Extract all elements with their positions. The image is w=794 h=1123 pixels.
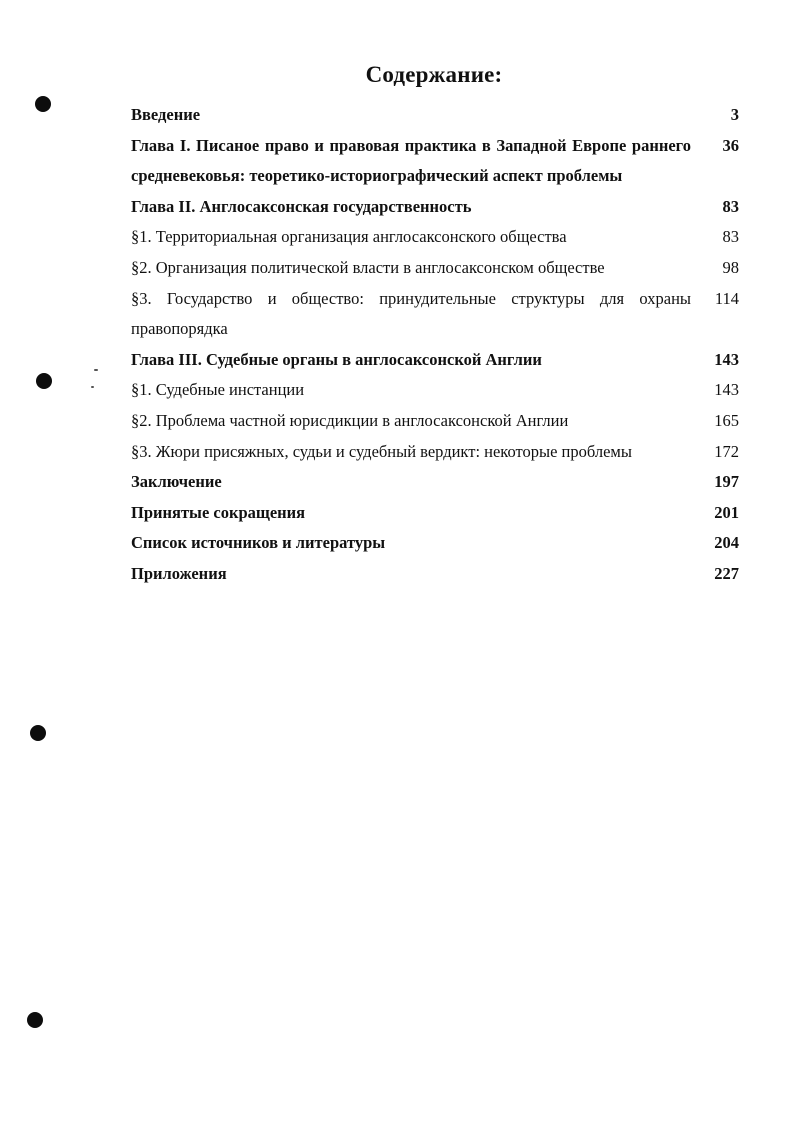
toc-entry-page: 143 — [714, 349, 739, 369]
toc-entry-title: §3. Жюри присяжных, судьи и судебный вердикт: некоторые проблемы — [131, 441, 632, 461]
toc-entry-page: 3 — [730, 105, 739, 124]
scan-speck — [94, 369, 98, 371]
toc-entry-page: 201 — [714, 502, 739, 522]
toc-entry-title: Приложения — [131, 563, 227, 583]
toc-entry-title: §1. Территориальная организация англосаксонского общества — [131, 227, 567, 247]
toc-entry-page: 204 — [714, 533, 739, 553]
toc-entry-chapter-3 — [131, 345, 739, 376]
toc-entry-title: Глава II. Англосаксонская государственность — [131, 196, 472, 216]
punch-hole-3 — [30, 725, 46, 741]
toc-entry-abbreviations — [131, 498, 739, 529]
toc-entry-ch3-sec3 — [131, 437, 739, 468]
toc-entry-ch2-sec1 — [131, 222, 739, 253]
toc-entry-title: Заключение — [131, 472, 222, 492]
toc-entry-appendices — [131, 559, 739, 590]
toc-entry-title: Список источников и литературы — [131, 533, 386, 553]
toc-entry-page: 98 — [722, 257, 739, 277]
page-title: Содержание: — [365, 62, 503, 87]
toc-entry-introduction — [131, 100, 739, 131]
toc-entry-page: 172 — [714, 441, 739, 461]
toc-entry-title: Глава III. Судебные органы в англосаксонской Англии — [131, 349, 542, 369]
toc-entry-ch2-sec3 — [131, 284, 739, 345]
toc-entry-page: 114 — [714, 288, 739, 308]
toc-entry-title: §3. Государство и общество: принудительные структуры для охраны правопорядка — [131, 288, 691, 339]
table-of-contents — [131, 100, 739, 590]
toc-entry-ch3-sec2 — [131, 406, 739, 437]
toc-entry-title: §2. Организация политической власти в англосаксонском обществе — [131, 257, 605, 277]
toc-entry-ch3-sec1 — [131, 375, 739, 406]
toc-entry-title: §2. Проблема частной юрисдикции в англосаксонской Англии — [131, 410, 569, 430]
toc-entry-title: Глава I. Писаное право и правовая практика в Западной Европе раннего средневековья: теоретико-историографический аспект проблемы — [131, 135, 691, 186]
toc-entry-chapter-1 — [131, 131, 739, 192]
toc-entry-page: 143 — [714, 380, 739, 400]
toc-entry-page: 227 — [714, 563, 739, 583]
toc-entry-page: 197 — [714, 472, 739, 492]
punch-hole-4 — [27, 1012, 43, 1028]
toc-entry-page: 36 — [722, 135, 739, 155]
toc-entry-page: 83 — [722, 196, 739, 216]
scan-speck — [91, 386, 94, 388]
punch-hole-1 — [35, 96, 51, 112]
toc-entry-page: 83 — [722, 227, 739, 247]
toc-entry-title: Принятые сокращения — [131, 502, 306, 522]
punch-hole-2 — [36, 373, 52, 389]
toc-entry-title: Введение — [131, 105, 201, 124]
toc-entry-page: 165 — [714, 410, 739, 430]
toc-entry-title: §1. Судебные инстанции — [131, 380, 305, 400]
toc-entry-bibliography — [131, 528, 739, 559]
toc-entry-chapter-2 — [131, 192, 739, 223]
toc-entry-ch2-sec2 — [131, 253, 739, 284]
toc-entry-conclusion — [131, 467, 739, 498]
